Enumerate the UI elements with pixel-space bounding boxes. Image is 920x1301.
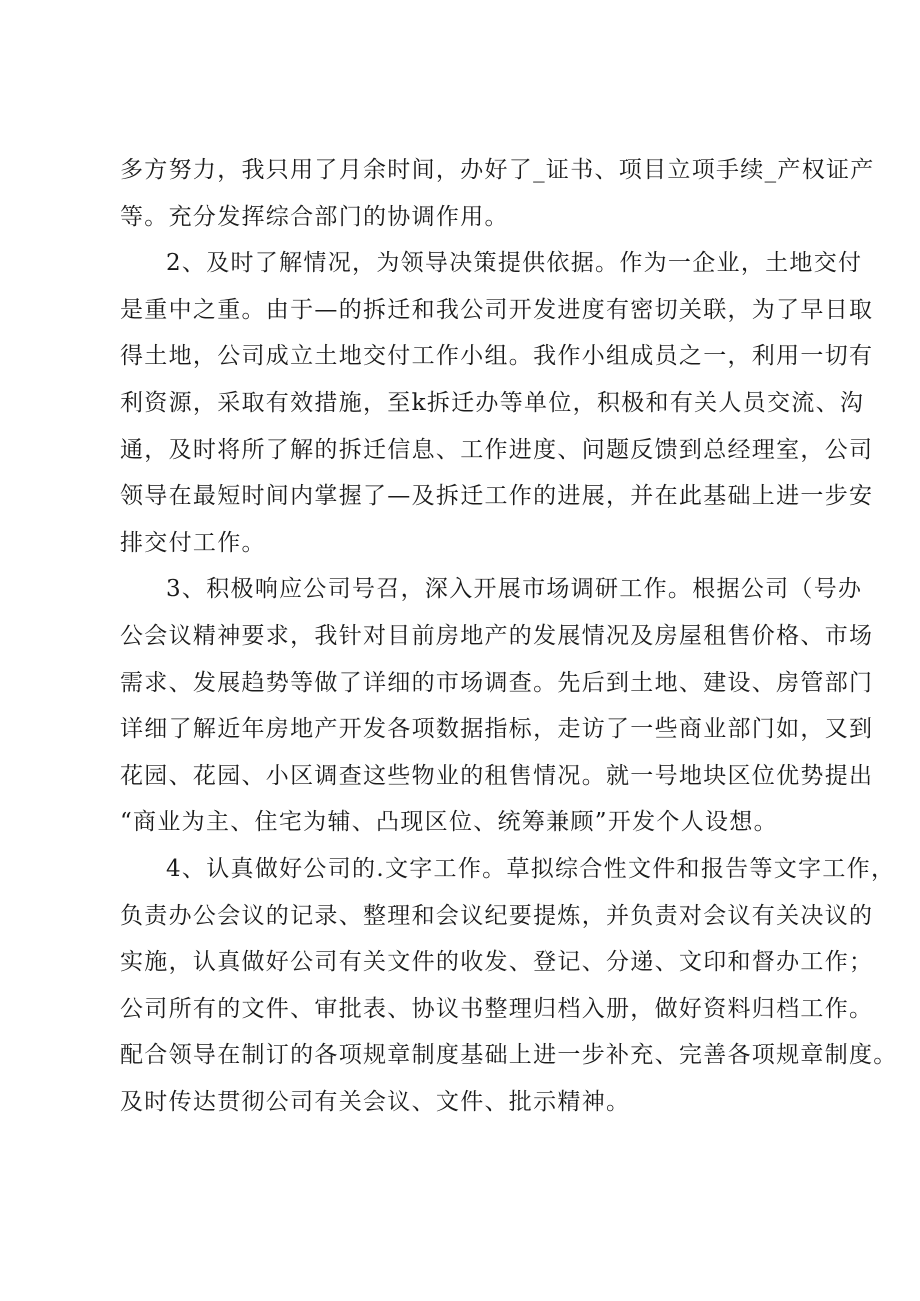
text-line: 公会议精神要求，我针对目前房地产的发展情况及房屋租售价格、市场 (120, 622, 874, 649)
text-line: 得土地，公司成立土地交付工作小组。我作小组成员之一，利用一切有 (120, 343, 874, 370)
text-line: 2、及时了解情况，为领导决策提供依据。作为一企业，土地交付 (166, 250, 863, 277)
text-line: “商业为主、住宅为辅、凸现区位、统筹兼顾”开发个人设想。 (120, 809, 778, 836)
text-line: 需求、发展趋势等做了详细的市场调查。先后到土地、建设、房管部门 (120, 669, 874, 696)
text-line: 及时传达贯彻公司有关会议、文件、批示精神。 (120, 1088, 631, 1115)
text-line: 4、认真做好公司的.文字工作。草拟综合性文件和报告等文字工作， (166, 855, 896, 882)
text-line: 多方努力，我只用了月余时间，办好了_证书、项目立项手续_产权证产 (120, 157, 875, 183)
text-line: 公司所有的文件、审批表、协议书整理归档入册，做好资料归档工作。 (120, 995, 874, 1022)
paragraph-3 (120, 566, 874, 846)
text-line: 负责办公会议的记录、整理和会议纪要提炼，并负责对会议有关决议的 (120, 902, 874, 929)
text-line: 利资源，采取有效措施，至k拆迁办等单位，积极和有关人员交流、沟 (120, 389, 865, 416)
document-body (120, 147, 898, 1125)
text-line: 是重中之重。由于—的拆迁和我公司开发进度有密切关联，为了早日取 (120, 296, 874, 323)
text-line: 通，及时将所了解的拆迁信息、工作进度、问题反馈到总经理室，公司 (120, 436, 874, 463)
text-line: 等。充分发挥综合部门的协调作用。 (120, 203, 509, 230)
text-line: 配合领导在制订的各项规章制度基础上进一步补充、完善各项规章制度。 (120, 1042, 898, 1069)
paragraph-4 (120, 846, 898, 1126)
paragraph-1 (120, 147, 875, 240)
text-line: 详细了解近年房地产开发各项数据指标，走访了一些商业部门如，又到 (120, 716, 874, 743)
text-line: 花园、花园、小区调查这些物业的租售情况。就一号地块区位优势提出 (120, 762, 874, 789)
text-line: 3、积极响应公司号召，深入开展市场调研工作。根据公司（号办 (166, 576, 863, 603)
text-line: 排交付工作。 (120, 529, 266, 556)
text-line: 实施，认真做好公司有关文件的收发、登记、分递、文印和督办工作； (120, 949, 874, 976)
text-line: 领导在最短时间内掌握了—及拆迁工作的进展，并在此基础上进一步安 (120, 483, 874, 510)
paragraph-2 (120, 240, 874, 566)
